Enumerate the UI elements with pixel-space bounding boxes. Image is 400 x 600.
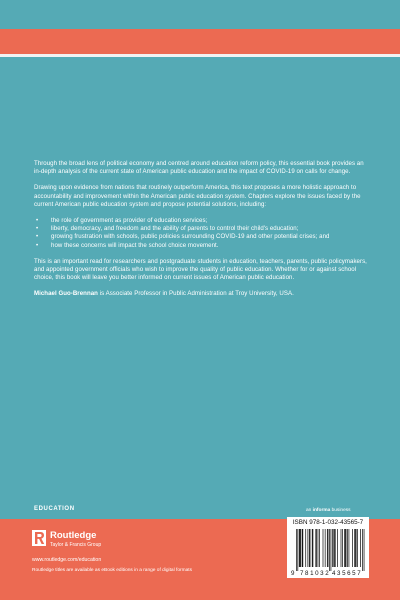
barcode-bar (334, 529, 335, 567)
barcode-bar (319, 529, 320, 567)
barcode-bar (312, 529, 313, 567)
barcode-first-digit: 9 (291, 570, 295, 576)
barcode-bar (356, 529, 357, 567)
top-white-stripe (0, 54, 400, 57)
barcode-bar (357, 529, 358, 567)
barcode-bar (335, 529, 336, 567)
barcode-bar (325, 529, 326, 567)
barcode-bar (352, 529, 353, 567)
author-bio (34, 290, 370, 298)
barcode-bar (364, 529, 365, 571)
barcode-bar (315, 529, 316, 567)
barcode-bar (323, 529, 324, 567)
barcode-bar (342, 529, 343, 567)
informa-prefix: an (306, 508, 313, 513)
top-coral-stripe (0, 29, 400, 54)
barcode-right-digits: 435657 (332, 570, 363, 576)
publisher-name: Routledge (50, 530, 97, 541)
informa-suffix: business (330, 508, 351, 513)
barcode-bar (309, 529, 310, 567)
barcode-bar (318, 529, 319, 567)
barcode-bar (337, 529, 338, 567)
publisher-url[interactable]: www.routledge.com/education (32, 557, 102, 563)
blurb-bullet-list (34, 217, 370, 250)
blurb-bullet-3: • growing frustration with schools, public policies surrounding COVID-19 and other potential crises; and (34, 233, 370, 241)
barcode-bar (355, 529, 356, 567)
barcode-bar (360, 529, 361, 567)
barcode-bar (296, 529, 297, 571)
blurb-bullet-2: • liberty, democracy, and freedom and the ability of parents to control their child's education; (34, 225, 370, 233)
blurb-paragraph-1: Through the broad lens of political economy and centred around education reform policy, this essential book provides an in-depth analysis of the current state of American public education and the impact of COVID-19 on calls for change. (34, 160, 364, 176)
barcode-bar (316, 529, 317, 567)
barcode-bar (329, 529, 330, 571)
barcode-bar (299, 529, 300, 567)
isbn-label: ISBN 978-1-032-43565-7 (292, 519, 364, 526)
author-bio-text: is Associate Professor in Public Administration at Troy University, USA. (97, 290, 294, 298)
barcode-bar (332, 529, 333, 567)
barcode-bar (297, 529, 298, 571)
barcode-bars (290, 529, 366, 576)
barcode-bar (347, 529, 348, 567)
barcode-left-digits: 781032 (300, 570, 331, 576)
barcode-bar (327, 529, 328, 567)
publisher-subtitle: Taylor & Francis Group (50, 542, 102, 548)
barcode-bar (346, 529, 347, 567)
barcode-bar (362, 529, 363, 571)
barcode-bar (331, 529, 332, 571)
barcode-bar (310, 529, 311, 567)
barcode-bar (313, 529, 314, 567)
informa-brand: informa (312, 508, 331, 513)
barcode-bar (333, 529, 334, 567)
barcode-bar (345, 529, 346, 567)
blurb-paragraph-3: This is an important read for researchers and postgraduate students in education, teachers, parents, public policymakers, and appointed government officials who wish to improve the quality of public education. Whether for or against school choice, this book will leave you better informed on current issues of American public education. (34, 257, 367, 282)
author-name: Michael Guo-Brennan (34, 290, 98, 298)
isbn-barcode (287, 517, 369, 578)
blurb-bullet-1: • the role of government as provider of education services; (34, 217, 370, 225)
barcode-bar (308, 529, 309, 567)
barcode-bar (305, 529, 306, 567)
barcode-bar (341, 529, 342, 567)
subject-category: EDUCATION (34, 506, 75, 512)
barcode-bar (354, 529, 355, 567)
blurb-bullet-4: • how these concerns will impact the school choice movement. (34, 242, 370, 250)
barcode-bar (344, 529, 345, 567)
barcode-bar (300, 529, 301, 567)
barcode-bar (328, 529, 329, 567)
back-cover-blurb (34, 160, 370, 307)
barcode-bar (349, 529, 350, 567)
barcode-bar (302, 529, 303, 567)
blurb-paragraph-2: Drawing upon evidence from nations that routinely outperform America, this text proposes a more holistic approach to accountability and improvement within the American public education system. Chapters explore the issues faced by the current American public education system and propose potential solutions, including: (34, 184, 361, 208)
barcode-bar (302, 529, 303, 567)
top-teal-band (0, 0, 400, 29)
routledge-r-logo-icon (32, 530, 46, 546)
informa-business-tag (306, 508, 351, 513)
publisher-ebook-note: Routledge titles are available as eBook editions in a range of digital formats (32, 568, 192, 573)
barcode-bar (300, 529, 301, 567)
